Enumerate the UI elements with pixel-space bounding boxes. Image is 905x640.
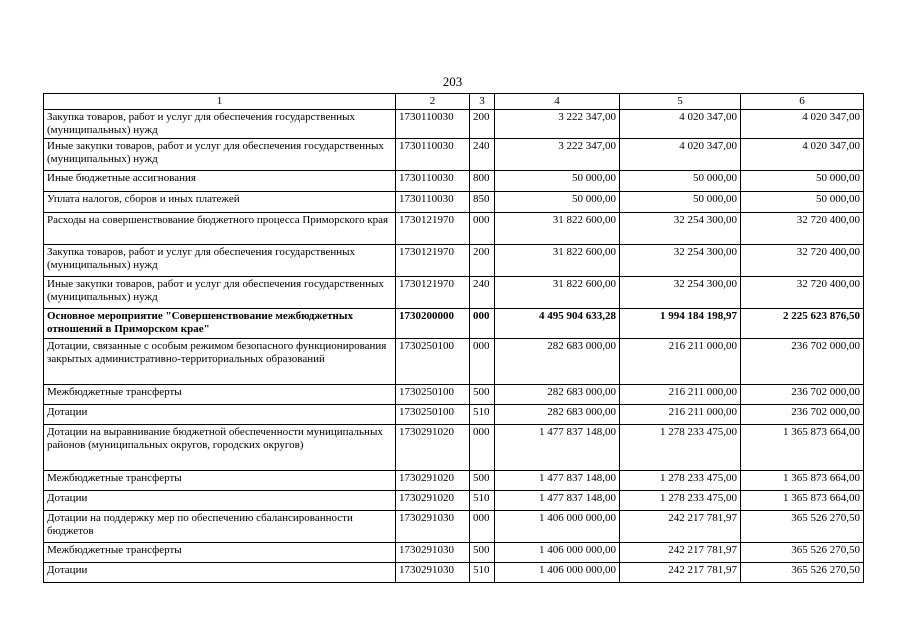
row-value-col5: 4 020 347,00 bbox=[620, 139, 741, 171]
row-value-col5: 242 217 781,97 bbox=[620, 511, 741, 543]
row-value-col5: 216 211 000,00 bbox=[620, 385, 741, 405]
row-value-col4: 1 477 837 148,00 bbox=[495, 425, 620, 471]
row-code: 1730110030 bbox=[396, 110, 470, 139]
column-header: 3 bbox=[470, 94, 495, 110]
row-name: Закупка товаров, работ и услуг для обеспечения государственных (муниципальных) нужд bbox=[44, 245, 396, 277]
row-value-col5: 32 254 300,00 bbox=[620, 277, 741, 309]
row-value-col5: 50 000,00 bbox=[620, 171, 741, 192]
row-name: Дотации на выравнивание бюджетной обеспеченности муниципальных районов (муниципальных округов, городских округов) bbox=[44, 425, 396, 471]
table-row bbox=[44, 139, 864, 171]
row-value-col6: 32 720 400,00 bbox=[741, 213, 864, 245]
row-value-col4: 1 477 837 148,00 bbox=[495, 491, 620, 511]
column-header: 1 bbox=[44, 94, 396, 110]
row-value-col4: 1 406 000 000,00 bbox=[495, 543, 620, 563]
row-expense-type: 240 bbox=[470, 139, 495, 171]
row-expense-type: 000 bbox=[470, 213, 495, 245]
row-value-col5: 1 994 184 198,97 bbox=[620, 309, 741, 339]
row-value-col6: 1 365 873 664,00 bbox=[741, 491, 864, 511]
row-expense-type: 510 bbox=[470, 491, 495, 511]
row-value-col5: 4 020 347,00 bbox=[620, 110, 741, 139]
row-value-col4: 3 222 347,00 bbox=[495, 139, 620, 171]
row-expense-type: 200 bbox=[470, 245, 495, 277]
row-value-col6: 236 702 000,00 bbox=[741, 339, 864, 385]
row-code: 1730250100 bbox=[396, 339, 470, 385]
row-value-col4: 31 822 600,00 bbox=[495, 277, 620, 309]
row-expense-type: 000 bbox=[470, 511, 495, 543]
row-value-col6: 4 020 347,00 bbox=[741, 139, 864, 171]
row-value-col5: 242 217 781,97 bbox=[620, 563, 741, 583]
row-code: 1730121970 bbox=[396, 245, 470, 277]
row-name: Межбюджетные трансферты bbox=[44, 543, 396, 563]
row-value-col5: 50 000,00 bbox=[620, 192, 741, 213]
row-code: 1730110030 bbox=[396, 139, 470, 171]
row-expense-type: 240 bbox=[470, 277, 495, 309]
row-expense-type: 500 bbox=[470, 385, 495, 405]
row-value-col5: 216 211 000,00 bbox=[620, 405, 741, 425]
budget-table bbox=[43, 93, 864, 583]
row-value-col4: 3 222 347,00 bbox=[495, 110, 620, 139]
row-value-col6: 365 526 270,50 bbox=[741, 543, 864, 563]
row-value-col6: 50 000,00 bbox=[741, 192, 864, 213]
row-value-col6: 2 225 623 876,50 bbox=[741, 309, 864, 339]
row-code: 1730121970 bbox=[396, 213, 470, 245]
row-value-col6: 50 000,00 bbox=[741, 171, 864, 192]
row-value-col4: 1 406 000 000,00 bbox=[495, 511, 620, 543]
row-code: 1730110030 bbox=[396, 171, 470, 192]
row-code: 1730110030 bbox=[396, 192, 470, 213]
row-name: Иные бюджетные ассигнования bbox=[44, 171, 396, 192]
row-expense-type: 850 bbox=[470, 192, 495, 213]
row-code: 1730200000 bbox=[396, 309, 470, 339]
table-row bbox=[44, 277, 864, 309]
page-number: 203 bbox=[442, 74, 463, 89]
row-code: 1730291030 bbox=[396, 511, 470, 543]
row-name: Иные закупки товаров, работ и услуг для обеспечения государственных (муниципальных) нужд bbox=[44, 277, 396, 309]
row-value-col6: 236 702 000,00 bbox=[741, 405, 864, 425]
row-code: 1730250100 bbox=[396, 405, 470, 425]
row-value-col6: 4 020 347,00 bbox=[741, 110, 864, 139]
row-name: Дотации bbox=[44, 563, 396, 583]
row-value-col4: 282 683 000,00 bbox=[495, 405, 620, 425]
row-code: 1730291020 bbox=[396, 425, 470, 471]
row-value-col4: 50 000,00 bbox=[495, 192, 620, 213]
row-code: 1730250100 bbox=[396, 385, 470, 405]
row-name: Расходы на совершенствование бюджетного процесса Приморского края bbox=[44, 213, 396, 245]
row-expense-type: 500 bbox=[470, 471, 495, 491]
row-name: Межбюджетные трансферты bbox=[44, 385, 396, 405]
table-row bbox=[44, 563, 864, 583]
row-code: 1730291030 bbox=[396, 543, 470, 563]
row-expense-type: 800 bbox=[470, 171, 495, 192]
table-row bbox=[44, 425, 864, 471]
row-value-col4: 1 477 837 148,00 bbox=[495, 471, 620, 491]
row-code: 1730291020 bbox=[396, 471, 470, 491]
row-name: Закупка товаров, работ и услуг для обеспечения государственных (муниципальных) нужд bbox=[44, 110, 396, 139]
table-row bbox=[44, 491, 864, 511]
row-expense-type: 510 bbox=[470, 405, 495, 425]
row-code: 1730121970 bbox=[396, 277, 470, 309]
column-header: 6 bbox=[741, 94, 864, 110]
row-code: 1730291030 bbox=[396, 563, 470, 583]
row-name: Иные закупки товаров, работ и услуг для обеспечения государственных (муниципальных) нужд bbox=[44, 139, 396, 171]
table-row bbox=[44, 309, 864, 339]
row-value-col6: 1 365 873 664,00 bbox=[741, 425, 864, 471]
table-row bbox=[44, 471, 864, 491]
column-header: 4 bbox=[495, 94, 620, 110]
row-value-col4: 31 822 600,00 bbox=[495, 213, 620, 245]
row-value-col6: 236 702 000,00 bbox=[741, 385, 864, 405]
column-header: 2 bbox=[396, 94, 470, 110]
row-name: Основное мероприятие "Совершенствование межбюджетных отношений в Приморском крае" bbox=[44, 309, 396, 339]
row-expense-type: 200 bbox=[470, 110, 495, 139]
row-value-col4: 31 822 600,00 bbox=[495, 245, 620, 277]
row-name: Дотации bbox=[44, 491, 396, 511]
row-code: 1730291020 bbox=[396, 491, 470, 511]
row-expense-type: 500 bbox=[470, 543, 495, 563]
table-row bbox=[44, 385, 864, 405]
table-row bbox=[44, 543, 864, 563]
table-row bbox=[44, 192, 864, 213]
row-value-col4: 4 495 904 633,28 bbox=[495, 309, 620, 339]
row-value-col6: 32 720 400,00 bbox=[741, 245, 864, 277]
row-expense-type: 000 bbox=[470, 339, 495, 385]
column-number-row bbox=[44, 94, 864, 110]
row-name: Дотации bbox=[44, 405, 396, 425]
row-value-col5: 1 278 233 475,00 bbox=[620, 491, 741, 511]
table-row bbox=[44, 213, 864, 245]
table-row bbox=[44, 171, 864, 192]
row-value-col6: 365 526 270,50 bbox=[741, 563, 864, 583]
row-value-col5: 32 254 300,00 bbox=[620, 213, 741, 245]
row-name: Дотации, связанные с особым режимом безопасного функционирования закрытых административно-территориальных образований bbox=[44, 339, 396, 385]
table-row bbox=[44, 245, 864, 277]
row-name: Уплата налогов, сборов и иных платежей bbox=[44, 192, 396, 213]
table-row bbox=[44, 405, 864, 425]
row-value-col6: 1 365 873 664,00 bbox=[741, 471, 864, 491]
row-value-col4: 1 406 000 000,00 bbox=[495, 563, 620, 583]
row-value-col4: 282 683 000,00 bbox=[495, 385, 620, 405]
row-value-col6: 32 720 400,00 bbox=[741, 277, 864, 309]
row-value-col4: 50 000,00 bbox=[495, 171, 620, 192]
row-value-col5: 242 217 781,97 bbox=[620, 543, 741, 563]
column-header: 5 bbox=[620, 94, 741, 110]
row-name: Межбюджетные трансферты bbox=[44, 471, 396, 491]
row-name: Дотации на поддержку мер по обеспечению сбалансированности бюджетов bbox=[44, 511, 396, 543]
row-expense-type: 000 bbox=[470, 425, 495, 471]
table-row bbox=[44, 511, 864, 543]
row-value-col5: 32 254 300,00 bbox=[620, 245, 741, 277]
table-row bbox=[44, 339, 864, 385]
row-value-col4: 282 683 000,00 bbox=[495, 339, 620, 385]
row-value-col6: 365 526 270,50 bbox=[741, 511, 864, 543]
table-row bbox=[44, 110, 864, 139]
row-expense-type: 510 bbox=[470, 563, 495, 583]
row-expense-type: 000 bbox=[470, 309, 495, 339]
row-value-col5: 216 211 000,00 bbox=[620, 339, 741, 385]
row-value-col5: 1 278 233 475,00 bbox=[620, 471, 741, 491]
row-value-col5: 1 278 233 475,00 bbox=[620, 425, 741, 471]
